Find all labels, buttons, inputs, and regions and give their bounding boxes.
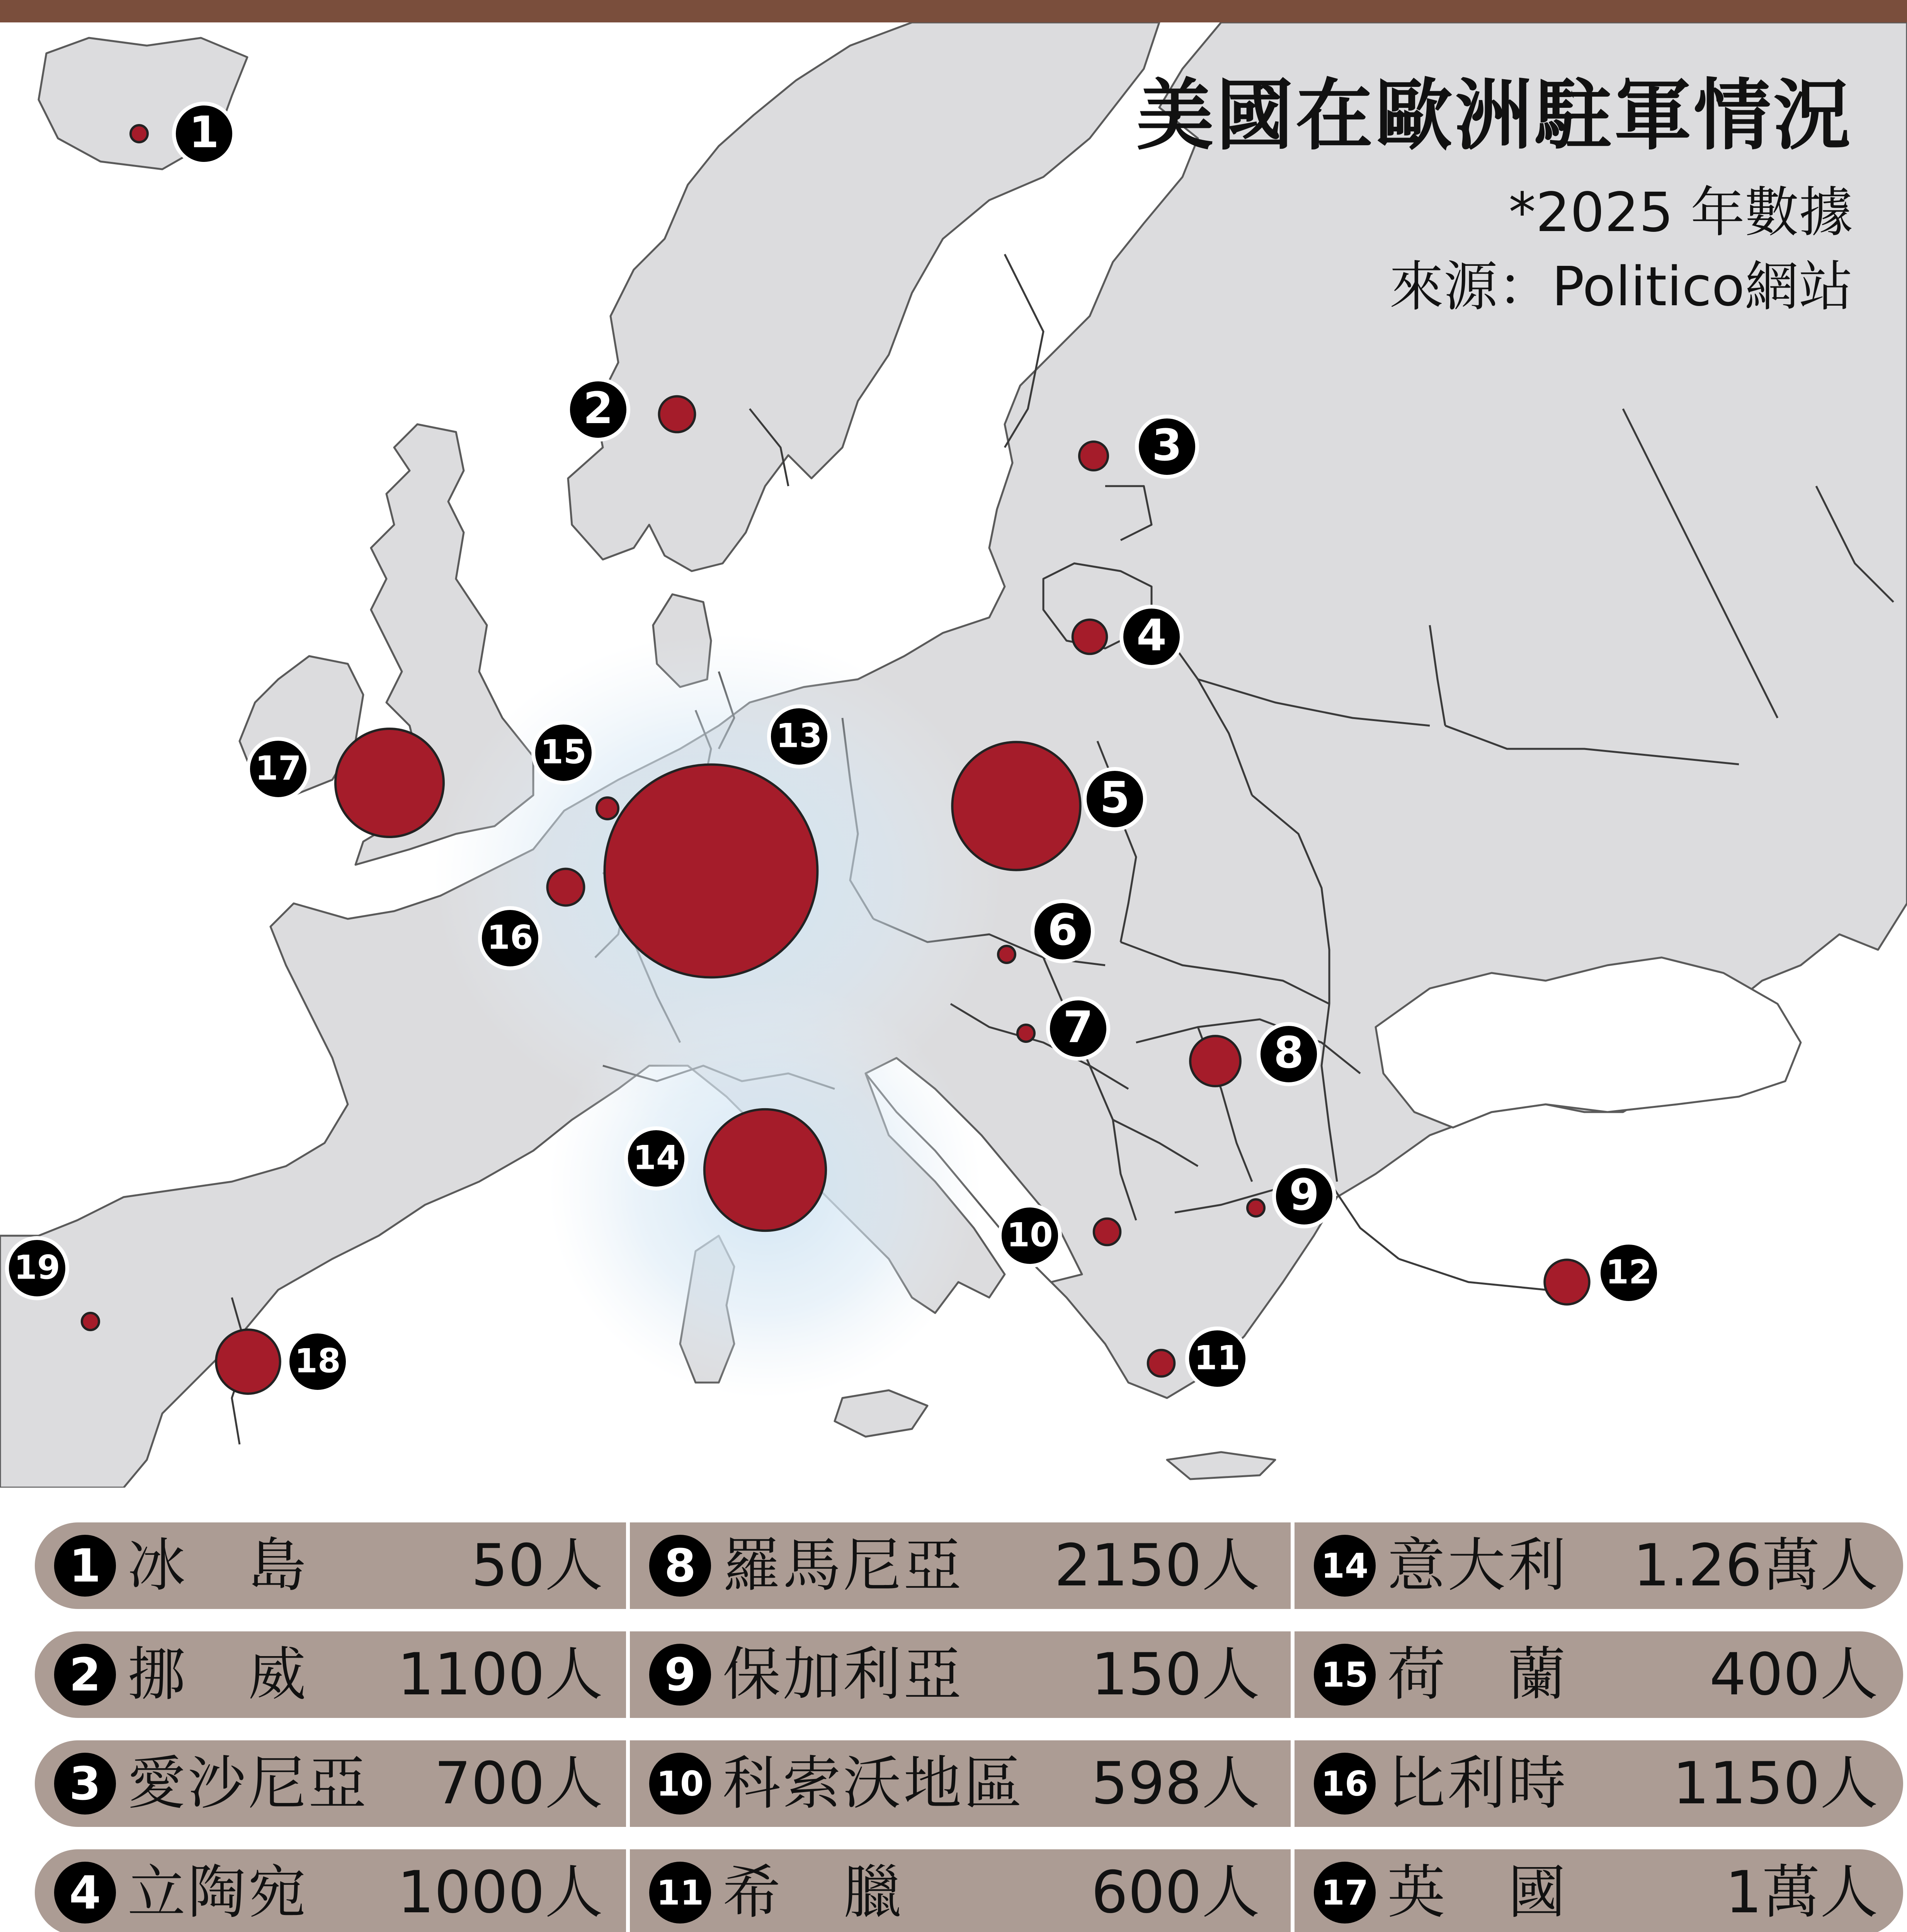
- legend-country-name: 希 臘: [723, 1859, 904, 1926]
- legend-entry-14: [1295, 1522, 1905, 1609]
- troop-bubble-13: [605, 765, 818, 978]
- legend-country-name: 比利時: [1387, 1750, 1568, 1817]
- troop-bubble-15: [597, 798, 618, 819]
- map-label-number-9: 9: [1289, 1170, 1319, 1220]
- legend-number-badge: 3: [54, 1753, 116, 1815]
- troop-bubble-10: [1094, 1219, 1120, 1245]
- map-label-2: [568, 379, 628, 440]
- map-label-17: [248, 739, 308, 799]
- map-label-3: [1137, 417, 1197, 477]
- troop-bubble-19: [82, 1313, 99, 1330]
- legend-entry-10: [630, 1740, 1287, 1827]
- map-label-number-6: 6: [1048, 905, 1078, 955]
- legend-entry-4: [35, 1849, 630, 1932]
- legend-number-badge: 9: [649, 1644, 711, 1706]
- map-label-number-15: 15: [540, 733, 587, 772]
- legend-separator: [1291, 1631, 1295, 1718]
- map-label-number-1: 1: [189, 107, 219, 158]
- legend-number-badge: 8: [649, 1535, 711, 1597]
- map-label-number-17: 17: [255, 749, 301, 788]
- legend-number-badge: 16: [1314, 1753, 1376, 1815]
- legend-entry-9: [630, 1631, 1287, 1718]
- map-label-number-12: 12: [1606, 1253, 1652, 1292]
- troop-bubble-3: [1079, 442, 1108, 470]
- legend-country-name: 立陶宛: [128, 1859, 309, 1926]
- map-label-number-5: 5: [1100, 772, 1130, 823]
- legend-troop-value: 1.26萬人: [1633, 1532, 1878, 1599]
- map-label-number-8: 8: [1274, 1027, 1304, 1078]
- legend-separator: [1291, 1740, 1295, 1827]
- map-label-10: [1000, 1206, 1060, 1266]
- map-label-number-4: 4: [1136, 610, 1167, 661]
- map-label-number-2: 2: [583, 383, 613, 434]
- data-year-note: *2025 年數據: [1509, 181, 1853, 244]
- legend-country-name: 愛沙尼亞: [128, 1750, 369, 1817]
- map-label-13: [769, 706, 829, 767]
- map-label-14: [626, 1128, 686, 1189]
- map-label-12: [1599, 1243, 1659, 1303]
- legend-country-name: 保加利亞: [723, 1641, 964, 1708]
- map-label-8: [1259, 1024, 1319, 1084]
- legend-entry-11: [630, 1849, 1287, 1932]
- legend-troop-value: 700人: [434, 1750, 603, 1817]
- legend-number-badge: 17: [1314, 1862, 1376, 1923]
- troop-bubble-8: [1190, 1036, 1240, 1086]
- map-label-4: [1121, 607, 1182, 667]
- map-label-15: [533, 723, 594, 783]
- map-label-number-19: 19: [14, 1248, 60, 1287]
- map-label-number-13: 13: [776, 716, 822, 755]
- legend-country-name: 挪 威: [128, 1641, 309, 1708]
- legend-entry-3: [35, 1740, 630, 1827]
- legend-number-badge: 1: [54, 1535, 116, 1597]
- troop-bubble-16: [548, 869, 584, 906]
- legend-troop-value: 150人: [1091, 1641, 1260, 1708]
- troop-bubble-4: [1073, 620, 1107, 654]
- map-label-number-10: 10: [1007, 1216, 1053, 1255]
- legend-number-badge: 10: [649, 1753, 711, 1815]
- map-label-11: [1187, 1328, 1247, 1389]
- map-title: 美國在歐洲駐軍情況: [1136, 71, 1853, 161]
- legend-number-badge: 15: [1314, 1644, 1376, 1706]
- legend-troop-value: 600人: [1091, 1859, 1260, 1926]
- legend-country-name: 羅馬尼亞: [723, 1532, 964, 1599]
- map-label-5: [1085, 769, 1145, 829]
- legend-entry-17: [1295, 1849, 1905, 1932]
- legend-separator: [1291, 1849, 1295, 1932]
- legend-country-name: 荷 蘭: [1387, 1641, 1568, 1708]
- map-label-number-3: 3: [1152, 420, 1182, 471]
- map-label-number-14: 14: [633, 1138, 679, 1177]
- troop-bubble-18: [216, 1330, 280, 1394]
- legend-troop-value: 1100人: [397, 1641, 603, 1708]
- map-label-19: [7, 1238, 67, 1298]
- legend-country-name: 冰 島: [128, 1532, 309, 1599]
- legend-country-name: 意大利: [1387, 1532, 1568, 1599]
- troop-bubble-5: [952, 742, 1080, 870]
- legend-troop-value: 1萬人: [1725, 1859, 1878, 1926]
- troop-bubble-7: [1017, 1025, 1034, 1042]
- troop-bubble-1: [131, 125, 148, 142]
- legend-entry-16: [1295, 1740, 1905, 1827]
- legend-country-name: 科索沃地區: [723, 1750, 1024, 1817]
- map-label-number-11: 11: [1194, 1338, 1240, 1378]
- troop-bubble-14: [704, 1109, 826, 1231]
- legend-troop-value: 1000人: [397, 1859, 603, 1926]
- legend-troop-value: 2150人: [1054, 1532, 1260, 1599]
- legend-number-badge: 11: [649, 1862, 711, 1923]
- legend-number-badge: 2: [54, 1644, 116, 1706]
- map-label-18: [287, 1332, 348, 1392]
- map-label-6: [1033, 901, 1093, 961]
- legend-entry-15: [1295, 1631, 1905, 1718]
- map-label-number-18: 18: [294, 1342, 341, 1381]
- troop-bubble-9: [1247, 1199, 1264, 1216]
- legend-entry-2: [35, 1631, 630, 1718]
- troop-bubble-11: [1148, 1350, 1175, 1377]
- map-label-1: [174, 104, 234, 164]
- troop-bubble-6: [998, 946, 1015, 963]
- troop-bubble-12: [1545, 1260, 1589, 1304]
- legend-troop-value: 598人: [1091, 1750, 1260, 1817]
- legend-entry-1: [35, 1522, 630, 1609]
- legend-number-badge: 14: [1314, 1535, 1376, 1597]
- legend-troop-value: 1150人: [1672, 1750, 1878, 1817]
- map-label-7: [1048, 998, 1108, 1059]
- source-note: 來源：Politico網站: [1389, 255, 1853, 318]
- legend-entry-8: [630, 1522, 1287, 1609]
- title-block: [1136, 73, 1853, 322]
- troop-bubble-17: [335, 729, 444, 837]
- legend-troop-value: 50人: [471, 1532, 603, 1599]
- map-label-16: [480, 908, 540, 968]
- legend-separator: [1291, 1522, 1295, 1609]
- legend-troop-value: 400人: [1709, 1641, 1878, 1708]
- legend-country-name: 英 國: [1387, 1859, 1568, 1926]
- map-label-9: [1274, 1166, 1334, 1226]
- troop-bubble-2: [659, 396, 695, 432]
- map-label-number-7: 7: [1063, 1002, 1093, 1053]
- top-bar: [0, 0, 1907, 22]
- legend-number-badge: 4: [54, 1862, 116, 1923]
- map-label-number-16: 16: [487, 918, 533, 957]
